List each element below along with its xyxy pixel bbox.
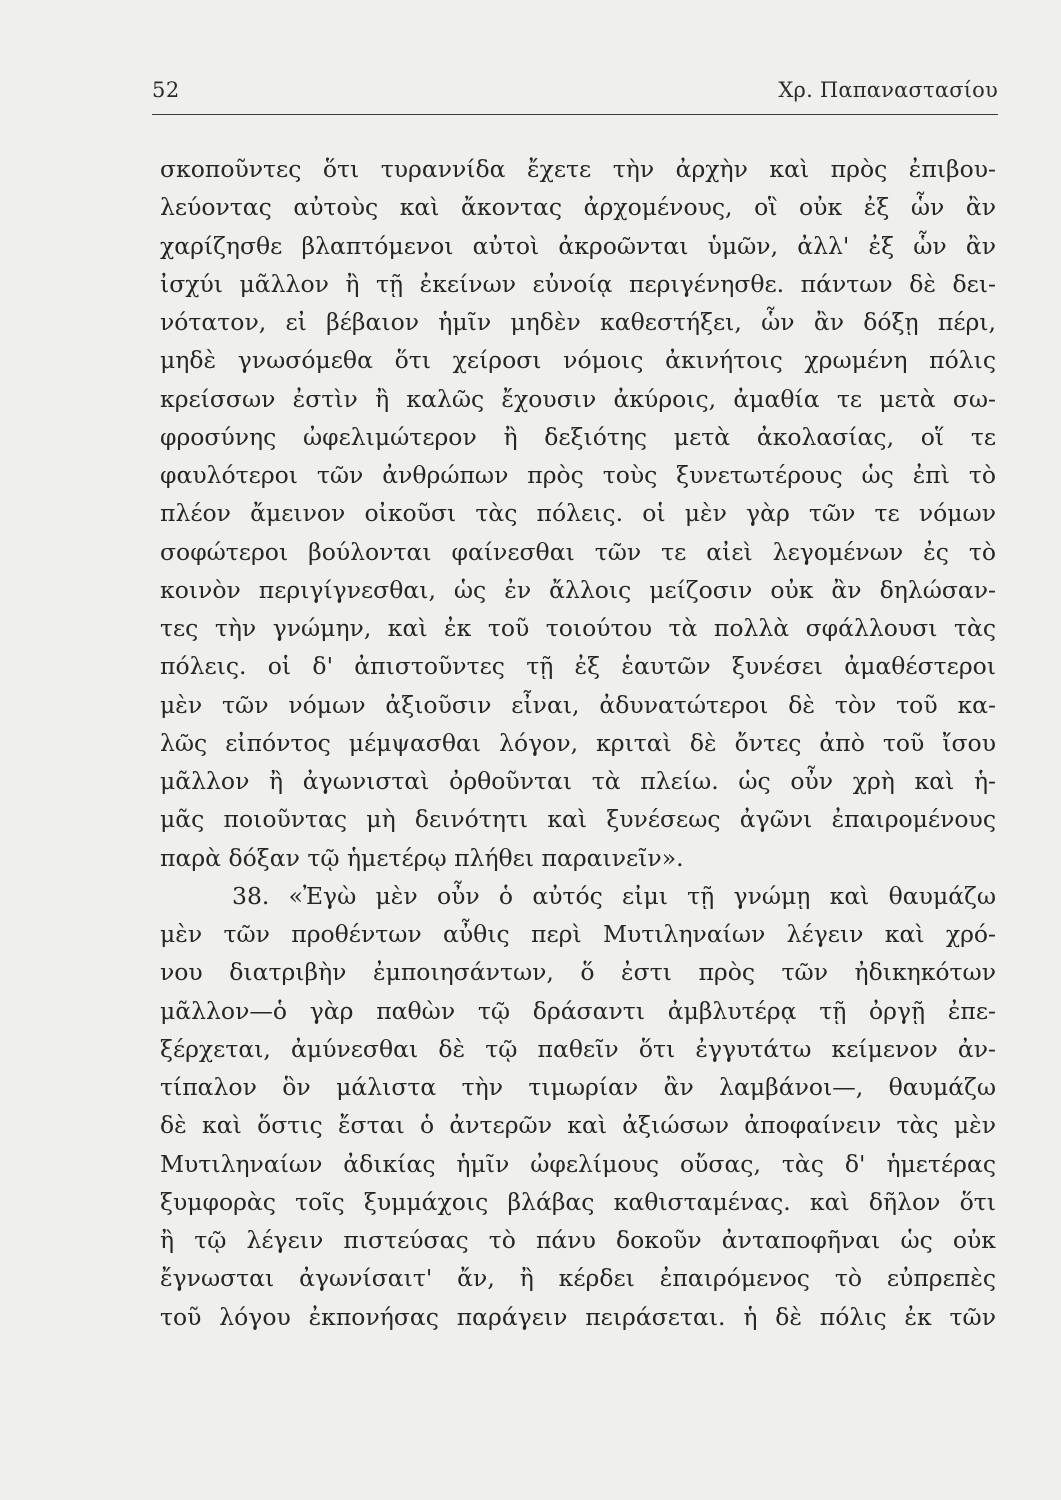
text-line: μὲν τῶν προθέντων αὖθις περὶ Μυτιληναίων λέγειν καὶ χρό-	[160, 920, 996, 948]
text-line: ἢ τῷ λέγειν πιστεύσας τὸ πάνυ δοκοῦν ἀνταποφῆναι ὡς οὐκ	[160, 1226, 996, 1254]
text-line: μηδὲ γνωσόμεθα ὅτι χείροσι νόμοις ἀκινήτοις χρωμένη πόλις	[160, 346, 996, 375]
text-line: πόλεις. οἱ δ' ἀπιστοῦντες τῇ ἐξ ἑαυτῶν ξυνέσει ἀμαθέστεροι	[160, 652, 996, 681]
text-line: ἔγνωσται ἀγωνίσαιτ' ἄν, ἢ κέρδει ἐπαιρόμενος τὸ εὐπρεπὲς	[160, 1264, 996, 1293]
text-line: κρείσσων ἐστὶν ἢ καλῶς ἔχουσιν ἀκύροις, ἀμαθία τε μετὰ σω-	[160, 384, 996, 413]
text-line: τες τὴν γνώμην, καὶ ἐκ τοῦ τοιούτου τὰ πολλὰ σφάλλουσι τὰς	[160, 614, 996, 642]
text-line: σοφώτεροι βούλονται φαίνεσθαι τῶν τε αἰεὶ λεγομένων ἐς τὸ	[160, 537, 996, 566]
page-number: 52	[152, 78, 180, 102]
text-line: ἰσχύι μᾶλλον ἢ τῇ ἐκείνων εὐνοίᾳ περιγένησθε. πάντων δὲ δει-	[160, 269, 996, 298]
text-line: φροσύνης ὠφελιμώτερον ἢ δεξιότης μετὰ ἀκολασίας, οἵ τε	[160, 422, 996, 451]
page-header	[152, 76, 998, 112]
paragraph-start-line: 38. «Ἐγὼ μὲν οὖν ὁ αὐτός εἰμι τῇ γνώμῃ καὶ θαυμάζω	[232, 881, 996, 910]
text-line: μᾶλλον ἢ ἀγωνισταὶ ὀρθοῦνται τὰ πλείω. ὡς οὖν χρὴ καὶ ἡ-	[160, 767, 996, 795]
text-line: παρὰ δόξαν τῷ ἡμετέρῳ πλήθει παραινεῖν».	[160, 843, 684, 872]
text-line: ξέρχεται, ἀμύνεσθαι δὲ τῷ παθεῖν ὅτι ἐγγυτάτω κείμενον ἀν-	[160, 1034, 996, 1063]
body-text	[160, 150, 996, 1336]
text-line: τοῦ λόγου ἐκπονήσας παράγειν πειράσεται. ἡ δὲ πόλις ἐκ τῶν	[160, 1302, 996, 1331]
text-line: μὲν τῶν νόμων ἀξιοῦσιν εἶναι, ἀδυνατώτεροι δὲ τὸν τοῦ κα-	[160, 690, 996, 719]
text-line: σκοποῦντες ὅτι τυραννίδα ἔχετε τὴν ἀρχὴν καὶ πρὸς ἐπιβου-	[160, 155, 996, 183]
text-line: δὲ καὶ ὅστις ἔσται ὁ ἀντερῶν καὶ ἀξιώσων ἀποφαίνειν τὰς μὲν	[160, 1111, 996, 1140]
text-line: χαρίζησθε βλαπτόμενοι αὐτοὶ ἀκροῶνται ὑμῶν, ἀλλ' ἐξ ὧν ἂν	[160, 231, 996, 260]
text-line: πλέον ἄμεινον οἰκοῦσι τὰς πόλεις. οἱ μὲν γὰρ τῶν τε νόμων	[160, 499, 996, 528]
text-line: νου διατριβὴν ἐμποιησάντων, ὅ ἐστι πρὸς τῶν ἠδικηκότων	[160, 958, 996, 987]
header-rule	[152, 114, 998, 115]
text-line: τίπαλον ὃν μάλιστα τὴν τιμωρίαν ἂν λαμβάνοι—, θαυμάζω	[160, 1073, 996, 1101]
text-line: ξυμφορὰς τοῖς ξυμμάχοις βλάβας καθισταμένας. καὶ δῆλον ὅτι	[160, 1187, 996, 1216]
text-line: νότατον, εἰ βέβαιον ἡμῖν μηδὲν καθεστήξει, ὧν ἂν δόξῃ πέρι,	[160, 308, 996, 336]
text-line: κοινὸν περιγίγνεσθαι, ὡς ἐν ἄλλοις μείζοσιν οὐκ ἂν δηλώσαν-	[160, 575, 996, 604]
text-line: Μυτιληναίων ἀδικίας ἡμῖν ὠφελίμους οὔσας, τὰς δ' ἡμετέρας	[160, 1149, 996, 1178]
text-line: μᾶς ποιοῦντας μὴ δεινότητι καὶ ξυνέσεως ἀγῶνι ἐπαιρομένους	[160, 805, 996, 834]
running-head: Χρ. Παπαναστασίου	[778, 78, 998, 102]
text-line: λῶς εἰπόντος μέμψασθαι λόγον, κριταὶ δὲ ὄντες ἀπὸ τοῦ ἴσου	[160, 728, 996, 757]
text-line: λεύοντας αὐτοὺς καὶ ἄκοντας ἀρχομένους, οἳ οὐκ ἐξ ὧν ἂν	[160, 193, 996, 222]
text-line: φαυλότεροι τῶν ἀνθρώπων πρὸς τοὺς ξυνετωτέρους ὡς ἐπὶ τὸ	[160, 461, 996, 489]
text-line: μᾶλλον—ὁ γὰρ παθὼν τῷ δράσαντι ἀμβλυτέρᾳ τῇ ὀργῇ ἐπε-	[160, 996, 996, 1025]
